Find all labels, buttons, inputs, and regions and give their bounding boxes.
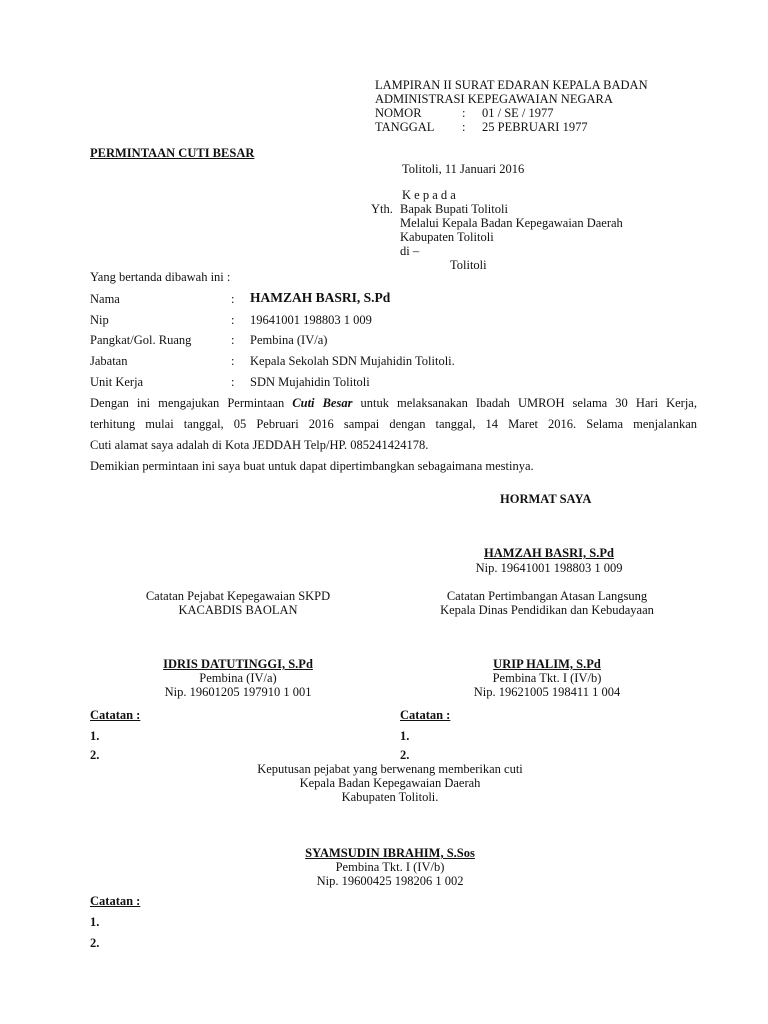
field-value: HAMZAH BASRI, S.Pd — [250, 290, 391, 305]
applicant-nip: Nip. 19641001 198803 1 009 — [475, 561, 623, 575]
decision-line1: Keputusan pejabat yang berwenang memberikan cuti — [257, 762, 523, 776]
left-block-name: IDRIS DATUTINGGI, S.Pd — [163, 657, 313, 671]
applicant-name: HAMZAH BASRI, S.Pd — [484, 546, 614, 560]
cuti-besar-emphasis: Cuti Besar — [292, 396, 353, 410]
header-tanggal-sep: : — [462, 120, 466, 134]
right-block-nip: Nip. 19621005 198411 1 004 — [473, 685, 621, 699]
field-label: Unit Kerja — [90, 375, 144, 389]
field-value: Pembina (IV/a) — [250, 333, 328, 347]
document-title: PERMINTAAN CUTI BESAR — [90, 146, 255, 160]
field-colon: : — [231, 375, 235, 389]
addressee-line4: di – — [400, 244, 420, 258]
catatan-label: Catatan : — [90, 894, 141, 908]
header-nomor-label: NOMOR — [375, 106, 422, 120]
body-text: untuk melaksanakan Ibadah UMROH selama 30 Hari Kerja, — [352, 396, 697, 410]
field-label: Nama — [90, 292, 120, 306]
place-date: Tolitoli, 11 Januari 2016 — [402, 162, 525, 176]
catatan-item-2: 2. — [400, 748, 410, 762]
header-tanggal-label: TANGGAL — [375, 120, 435, 134]
body-line-4: Demikian permintaan ini saya buat untuk dapat dipertimbangkan sebagaimana mestinya. — [90, 459, 534, 473]
catatan-item-1: 1. — [90, 729, 100, 743]
header-admin: ADMINISTRASI KEPEGAWAIAN NEGARA — [375, 92, 613, 106]
field-label: Jabatan — [90, 354, 128, 368]
addressee-line1: Bapak Bupati Tolitoli — [400, 202, 508, 216]
decision-line3: Kabupaten Tolitoli. — [341, 790, 439, 804]
header-tanggal-value: 25 PEBRUARI 1977 — [482, 120, 588, 134]
right-block-line2: Kepala Dinas Pendidikan dan Kebudayaan — [440, 603, 654, 617]
addressee-line3: Kabupaten Tolitoli — [400, 230, 494, 244]
catatan-label: Catatan : — [90, 708, 141, 722]
field-value: 19641001 198803 1 009 — [250, 313, 372, 327]
right-block-name: URIP HALIM, S.Pd — [493, 657, 601, 671]
field-colon: : — [231, 292, 235, 306]
right-block-line1: Catatan Pertimbangan Atasan Langsung — [446, 589, 648, 603]
left-block-rank: Pembina (IV/a) — [199, 671, 277, 685]
left-block-line2: KACABDIS BAOLAN — [178, 603, 298, 617]
catatan-item-1: 1. — [90, 915, 100, 929]
addressee-line2: Melalui Kepala Badan Kepegawaian Daerah — [400, 216, 623, 230]
field-value: Kepala Sekolah SDN Mujahidin Tolitoli. — [250, 354, 455, 368]
field-label: Nip — [90, 313, 109, 327]
body-line-2: terhitung mulai tanggal, 05 Pebruari 2016 sampai dengan tanggal, 14 Maret 2016. Selama menjalankan — [90, 417, 697, 431]
catatan-label: Catatan : — [400, 708, 451, 722]
body-text: Dengan ini mengajukan Permintaan — [90, 396, 293, 410]
body-line-1 — [90, 393, 697, 414]
closing-text: HORMAT SAYA — [500, 492, 592, 506]
field-colon: : — [231, 313, 235, 327]
catatan-item-1: 1. — [400, 729, 410, 743]
decision-name: SYAMSUDIN IBRAHIM, S.Sos — [305, 846, 475, 860]
decision-rank: Pembina Tkt. I (IV/b) — [335, 860, 445, 874]
right-block-rank: Pembina Tkt. I (IV/b) — [492, 671, 602, 685]
field-colon: : — [231, 354, 235, 368]
header-lampiran: LAMPIRAN II SURAT EDARAN KEPALA BADAN — [375, 78, 648, 92]
field-colon: : — [231, 333, 235, 347]
body-paragraph — [90, 393, 697, 477]
field-label: Pangkat/Gol. Ruang — [90, 333, 192, 347]
addressee-line5: Tolitoli — [450, 258, 487, 272]
field-value: SDN Mujahidin Tolitoli — [250, 375, 370, 389]
decision-line2: Kepala Badan Kepegawaian Daerah — [299, 776, 481, 790]
catatan-item-2: 2. — [90, 748, 100, 762]
body-line-3: Cuti alamat saya adalah di Kota JEDDAH Telp/HP. 085241424178. — [90, 438, 429, 452]
catatan-item-2: 2. — [90, 936, 100, 950]
header-nomor-sep: : — [462, 106, 466, 120]
left-block-line1: Catatan Pejabat Kepegawaian SKPD — [145, 589, 331, 603]
header-nomor-value: 01 / SE / 1977 — [482, 106, 554, 120]
intro-text: Yang bertanda dibawah ini : — [90, 270, 231, 284]
addressee-kepada: K e p a d a — [402, 188, 456, 202]
addressee-yth: Yth. — [371, 202, 393, 216]
decision-nip: Nip. 19600425 198206 1 002 — [316, 874, 464, 888]
left-block-nip: Nip. 19601205 197910 1 001 — [164, 685, 312, 699]
